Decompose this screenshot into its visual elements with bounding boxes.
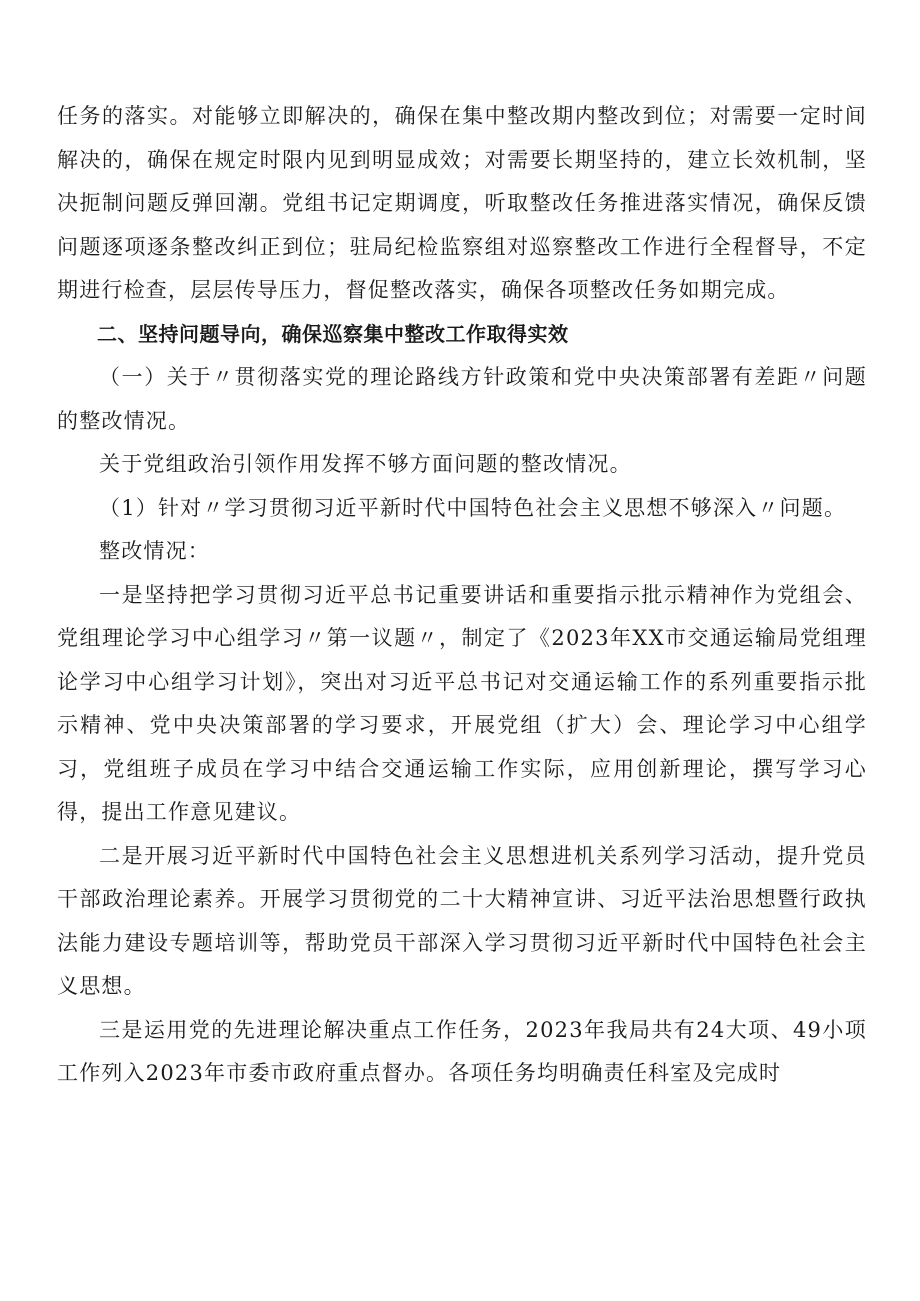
section-heading-problem-oriented: 二、坚持问题导向，确保巡察集中整改工作取得实效 bbox=[97, 321, 569, 346]
paragraph-rectification-implementation: 任务的落实。对能够立即解决的，确保在集中整改期内整改到位；对需要一定时间解决的，确保在规定时限内见到明显成效；对需要长期坚持的，建立长效机制，坚决扼制问题反弹回潮。党组书记定期调度，听取整改任务推进落实情况，确保反馈问题逐项逐条整改纠正到位；驻局纪检监察组对巡察整改工作进行全程督导，不定期进行检查，层层传导压力，督促整改落实，确保各项整改任务如期完成。 bbox=[57, 104, 867, 302]
document-page bbox=[57, 95, 867, 1096]
paragraph-measure-three: 三是运用党的先进理论解决重点工作任务，2023年我局共有24大项、49小项工作列入2023年市委市政府重点督办。各项任务均明确责任科室及完成时 bbox=[57, 1017, 867, 1085]
subsection-heading-theory-line: （一）关于〃贯彻落实党的理论路线方针政策和党中央决策部署有差距〃问题的整改情况。 bbox=[57, 365, 867, 433]
item-heading-study-thought: （1）针对〃学习贯彻习近平新时代中国特色社会主义思想不够深入〃问题。 bbox=[99, 495, 847, 520]
paragraph-measure-one: 一是坚持把学习贯彻习近平总书记重要讲话和重要指示批示精神作为党组会、党组理论学习中心组学习〃第一议题〃，制定了《2023年XX市交通运输局党组理论学习中心组学习计划》，突出对习近平总书记对交通运输工作的系列重要指示批示精神、党中央决策部署的学习要求，开展党组（扩大）会、理论学习中心组学习，党组班子成员在学习中结合交通运输工作实际，应用创新理论，撰写学习心得，提出工作意见建议。 bbox=[57, 582, 867, 824]
paragraph-measure-two: 二是开展习近平新时代中国特色社会主义思想进机关系列学习活动，提升党员干部政治理论素养。开展学习贯彻党的二十大精神宣讲、习近平法治思想暨行政执法能力建设专题培训等，帮助党员干部深入学习贯彻习近平新时代中国特色社会主义思想。 bbox=[57, 843, 867, 998]
paragraph-political-leadership: 关于党组政治引领作用发挥不够方面问题的整改情况。 bbox=[99, 452, 632, 476]
label-rectification-status: 整改情况： bbox=[99, 539, 210, 563]
